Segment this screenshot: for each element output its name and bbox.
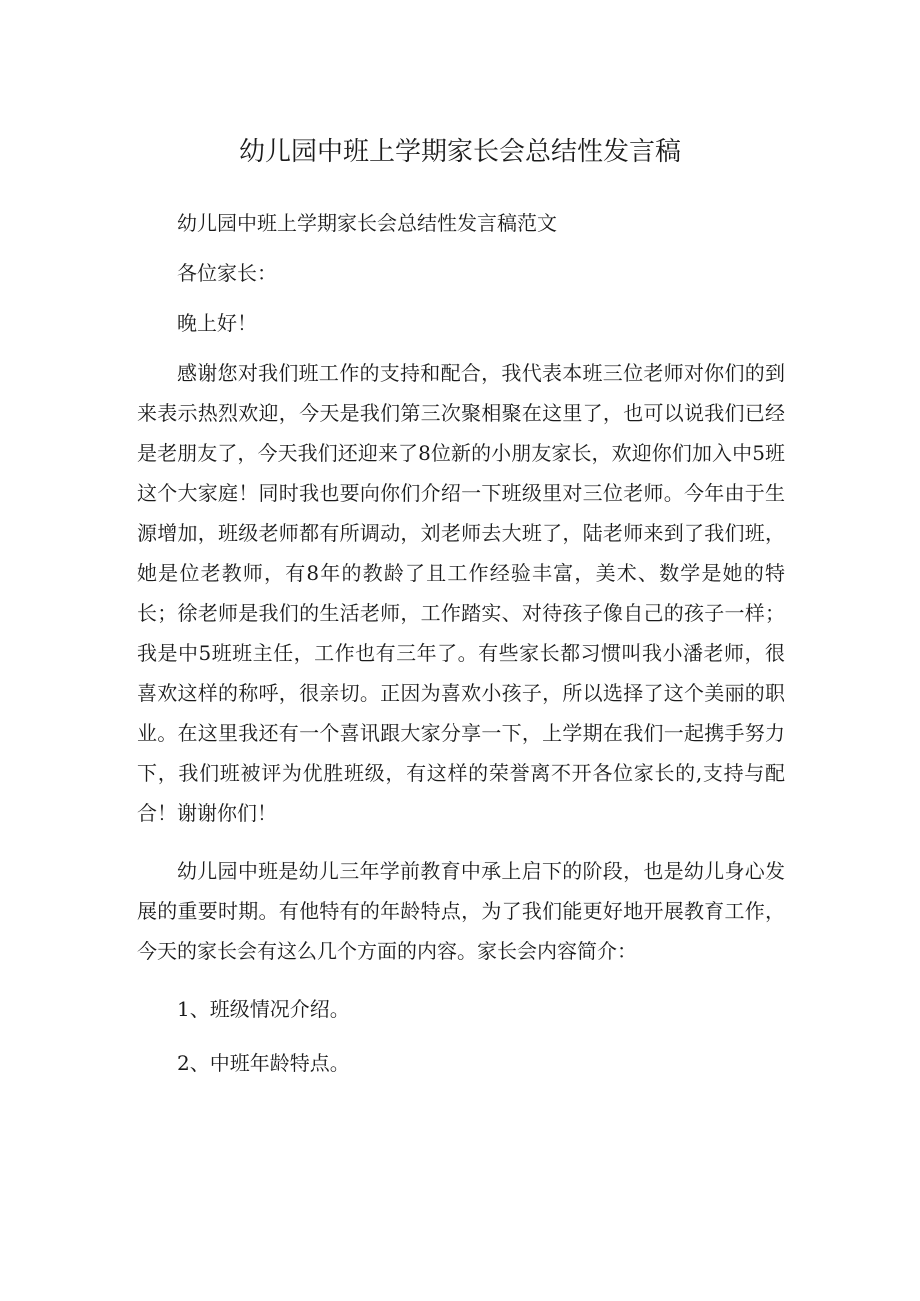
- document-subtitle: 幼儿园中班上学期家长会总结性发言稿范文: [177, 211, 557, 235]
- document-title: 幼儿园中班上学期家长会总结性发言稿: [238, 137, 681, 167]
- greeting: 晚上好！: [177, 311, 257, 335]
- list-item-age-traits: 2、中班年龄特点。: [177, 1051, 350, 1075]
- salutation: 各位家长：: [177, 261, 277, 285]
- list-item-class-info: 1、班级情况介绍。: [177, 997, 350, 1021]
- paragraph-overview: 幼儿园中班是幼儿三年学前教育中承上启下的阶段，也是幼儿身心发展的重要时期。有他特有的年龄特点，为了我们能更好地开展教育工作，今天的家长会有这么几个方面的内容。家长会内容简介：: [137, 859, 785, 963]
- document-body: [137, 203, 785, 1097]
- paragraph-intro: 感谢您对我们班工作的支持和配合，我代表本班三位老师对你们的到来表示热烈欢迎，今天是我们第三次聚相聚在这里了，也可以说我们已经是老朋友了，今天我们还迎来了8位新的小朋友家长，欢迎你们加入中5班这个大家庭！同时我也要向你们介绍一下班级里对三位老师。今年由于生源增加，班级老师都有所调动，刘老师去大班了，陆老师来到了我们班，她是位老教师，有8年的教龄了且工作经验丰富，美术、数学是她的特长；徐老师是我们的生活老师，工作踏实、对待孩子像自己的孩子一样；我是中5班班主任，工作也有三年了。有些家长都习惯叫我小潘老师，很喜欢这样的称呼，很亲切。正因为喜欢小孩子，所以选择了这个美丽的职业。在这里我还有一个喜讯跟大家分享一下，上学期在我们一起携手努力下，我们班被评为优胜班级，有这样的荣誉离不开各位家长的,支持与配合！谢谢你们！: [137, 361, 785, 825]
